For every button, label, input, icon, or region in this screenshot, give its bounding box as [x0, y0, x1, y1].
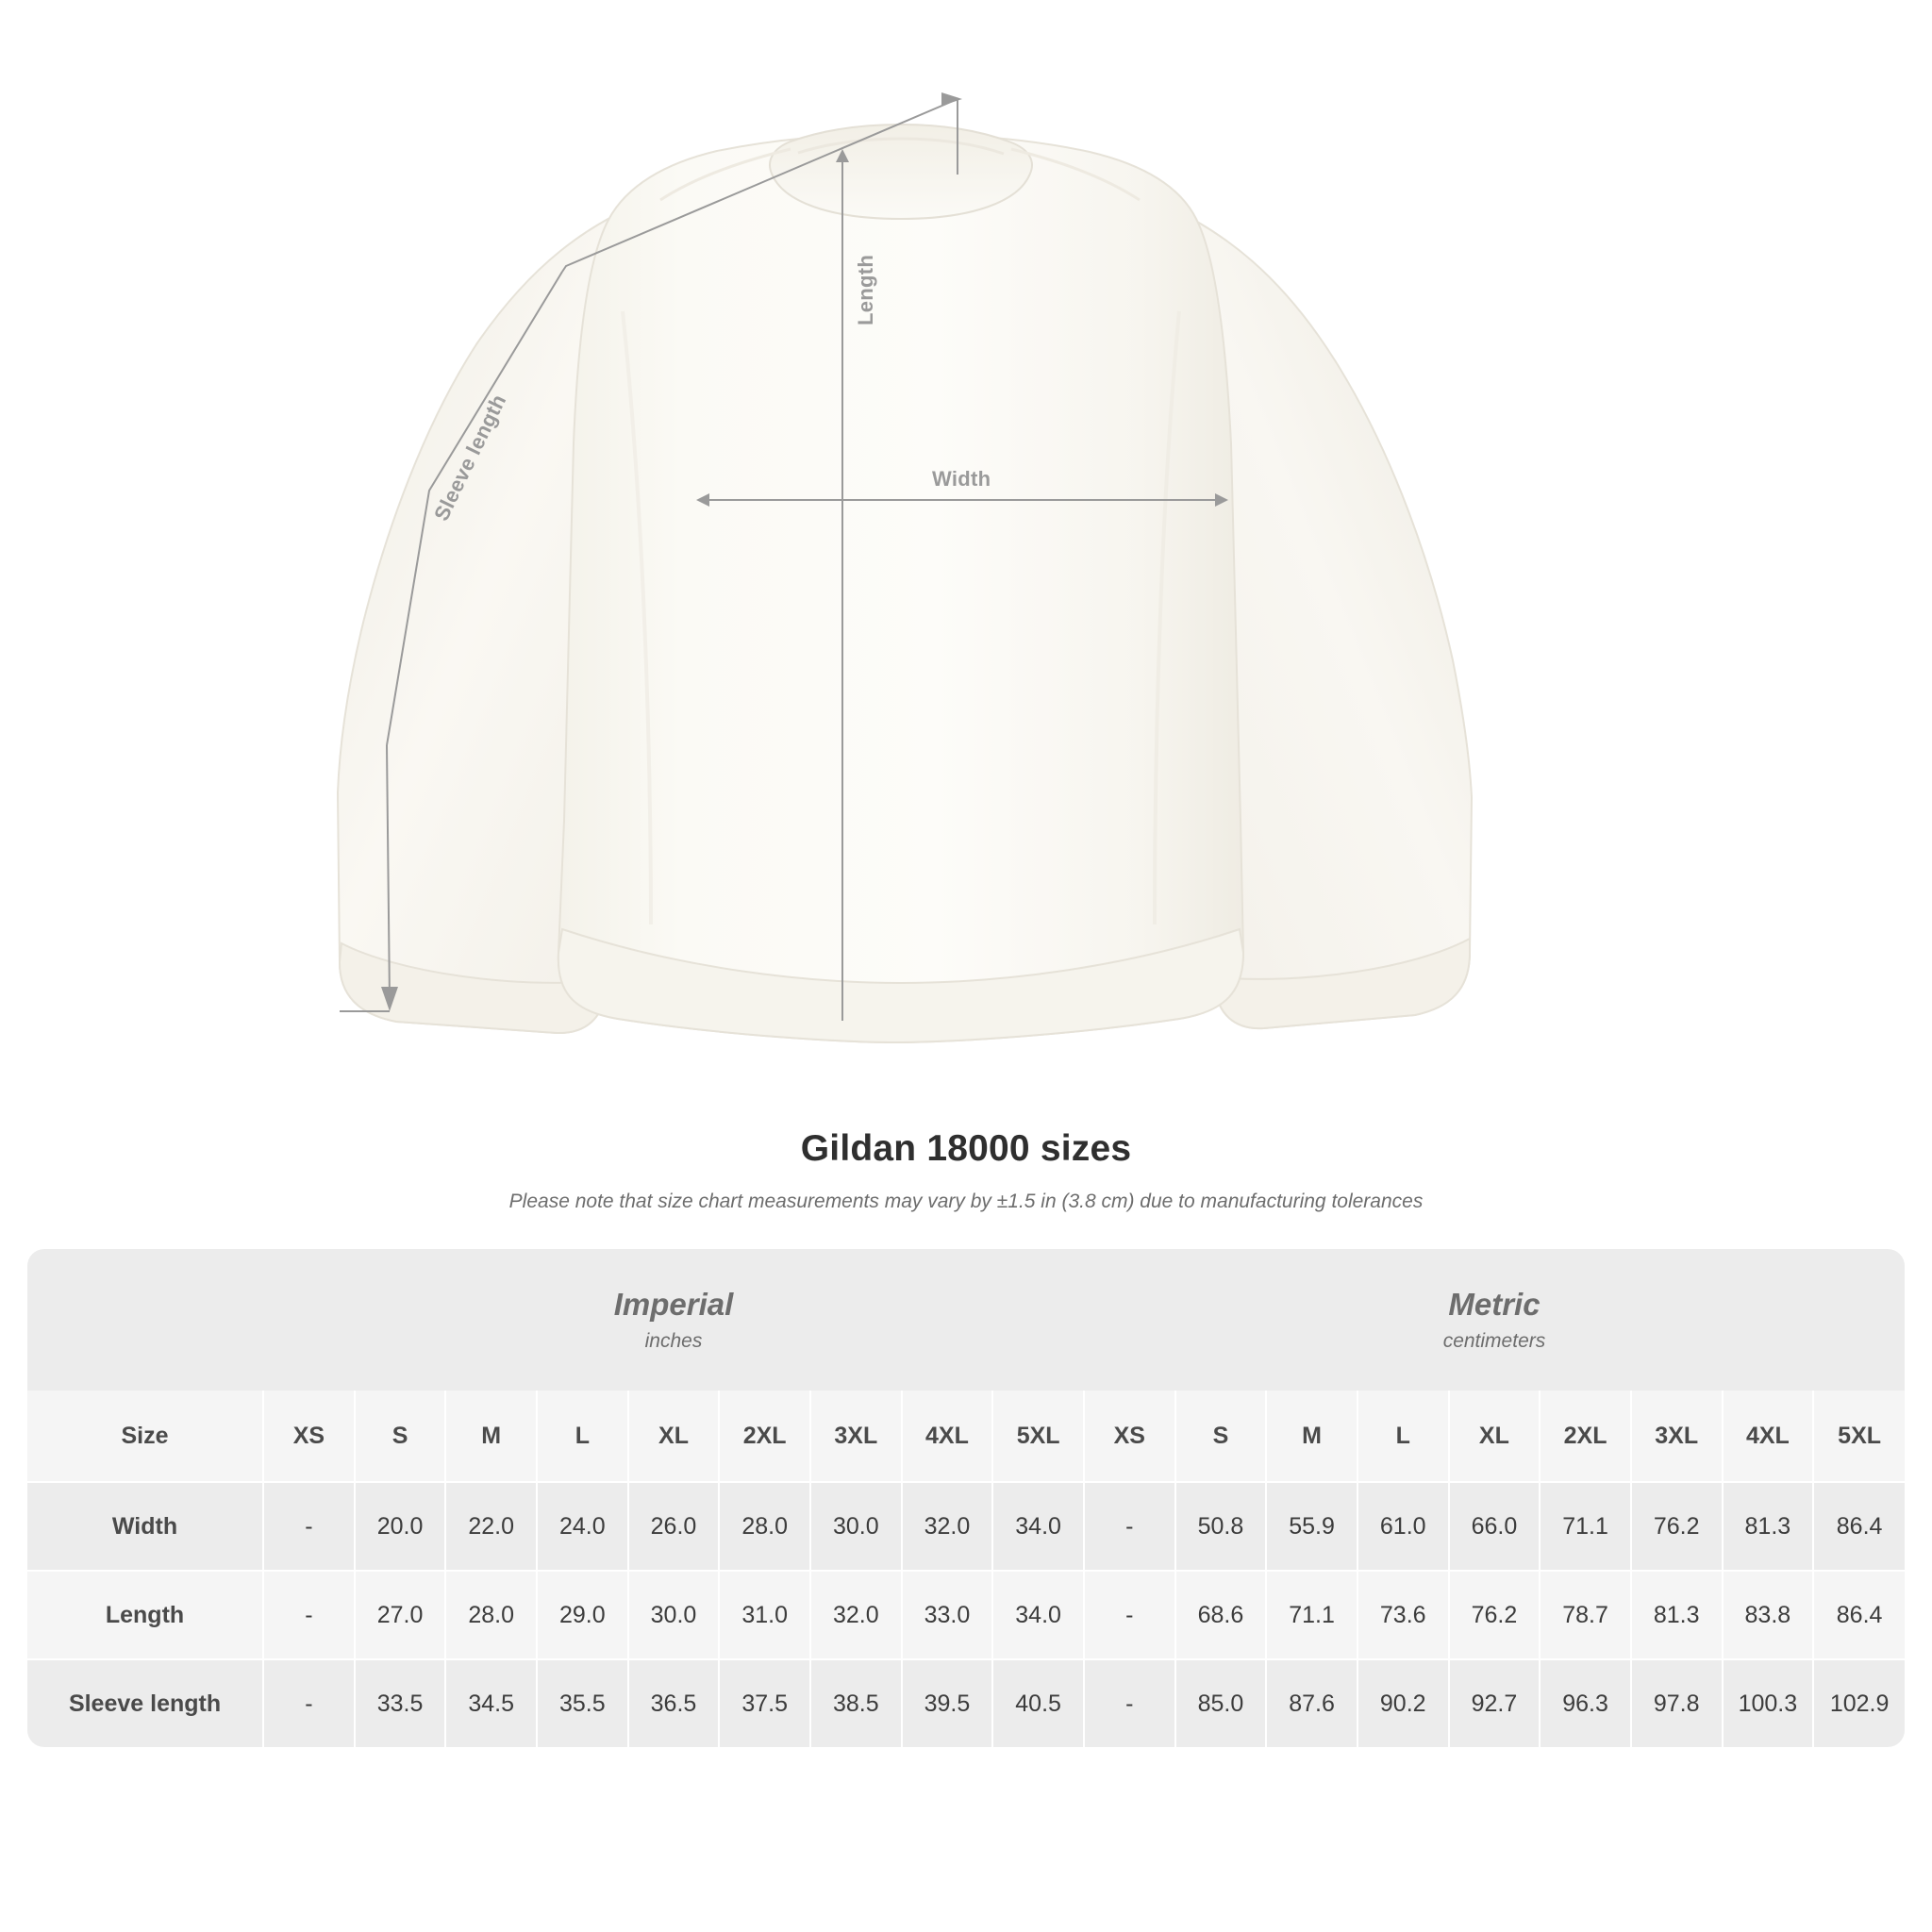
table-row [27, 1571, 1905, 1659]
table-cell: 71.1 [1266, 1571, 1357, 1659]
size-header-cell: L [537, 1391, 628, 1482]
table-cell: 20.0 [355, 1482, 446, 1571]
table-cell: 55.9 [1266, 1482, 1357, 1571]
table-cell: 30.0 [628, 1571, 720, 1659]
size-header-cell: 4XL [1723, 1391, 1814, 1482]
table-cell: 68.6 [1175, 1571, 1267, 1659]
table-cell: - [1084, 1482, 1175, 1571]
table-cell: 26.0 [628, 1482, 720, 1571]
table-cell: - [1084, 1571, 1175, 1659]
size-header-cell: 5XL [992, 1391, 1084, 1482]
size-header-cell: 5XL [1813, 1391, 1905, 1482]
table-cell: 71.1 [1540, 1482, 1631, 1571]
table-cell: 73.6 [1357, 1571, 1449, 1659]
unit-name-imperial: Imperial [613, 1287, 734, 1322]
size-header-cell: S [1175, 1391, 1267, 1482]
unit-header-row [27, 1249, 1905, 1391]
table-cell: 34.5 [445, 1659, 537, 1747]
size-header-cell: XS [1084, 1391, 1175, 1482]
table-cell: 102.9 [1813, 1659, 1905, 1747]
table-cell: 40.5 [992, 1659, 1084, 1747]
size-header-row [27, 1391, 1905, 1482]
table-cell: 33.5 [355, 1659, 446, 1747]
size-header-cell: S [355, 1391, 446, 1482]
table-cell: 85.0 [1175, 1659, 1267, 1747]
table-cell: 87.6 [1266, 1659, 1357, 1747]
table-cell: 76.2 [1631, 1482, 1723, 1571]
table-cell: 38.5 [810, 1659, 902, 1747]
unit-sub-imperial: inches [644, 1330, 703, 1352]
table-cell: 92.7 [1449, 1659, 1541, 1747]
size-header-cell: XS [263, 1391, 355, 1482]
table-cell: 28.0 [719, 1482, 810, 1571]
table-cell: - [263, 1482, 355, 1571]
size-header-cell: XL [1449, 1391, 1541, 1482]
table-cell: 34.0 [992, 1571, 1084, 1659]
size-header-cell: 2XL [719, 1391, 810, 1482]
sweatshirt-shape [338, 125, 1472, 1042]
table-cell: 35.5 [537, 1659, 628, 1747]
table-cell: 100.3 [1723, 1659, 1814, 1747]
size-table [27, 1249, 1905, 1747]
table-cell: 36.5 [628, 1659, 720, 1747]
size-header-cell: 3XL [810, 1391, 902, 1482]
table-cell: 76.2 [1449, 1571, 1541, 1659]
table-cell: - [1084, 1659, 1175, 1747]
size-header-cell: 2XL [1540, 1391, 1631, 1482]
table-cell: 83.8 [1723, 1571, 1814, 1659]
table-cell: 29.0 [537, 1571, 628, 1659]
row-label-length: Length [27, 1571, 263, 1659]
size-header-cell: 3XL [1631, 1391, 1723, 1482]
table-cell: 32.0 [902, 1482, 993, 1571]
row-label-sleeve-length: Sleeve length [27, 1659, 263, 1747]
tolerance-note: Please note that size chart measurements may vary by ±1.5 in (3.8 cm) due to manufacturing tolerances [508, 1191, 1424, 1212]
table-cell: 34.0 [992, 1482, 1084, 1571]
table-cell: 66.0 [1449, 1482, 1541, 1571]
size-header-cell: 4XL [902, 1391, 993, 1482]
size-table-wrapper [27, 1249, 1905, 1747]
unit-header-spacer [27, 1249, 263, 1391]
size-header-cell: M [1266, 1391, 1357, 1482]
table-cell: 37.5 [719, 1659, 810, 1747]
size-header-cell: M [445, 1391, 537, 1482]
table-cell: 78.7 [1540, 1571, 1631, 1659]
size-header-cell: L [1357, 1391, 1449, 1482]
table-cell: - [263, 1571, 355, 1659]
unit-header-metric [1084, 1249, 1905, 1391]
row-label-width: Width [27, 1482, 263, 1571]
table-cell: 81.3 [1631, 1571, 1723, 1659]
unit-name-metric: Metric [1448, 1287, 1541, 1322]
unit-header-imperial [263, 1249, 1084, 1391]
table-cell: 97.8 [1631, 1659, 1723, 1747]
table-cell: 33.0 [902, 1571, 993, 1659]
table-row [27, 1659, 1905, 1747]
chart-heading [0, 1128, 1932, 1213]
table-cell: - [263, 1659, 355, 1747]
table-cell: 39.5 [902, 1659, 993, 1747]
width-dimension-label: Width [932, 467, 991, 491]
table-cell: 31.0 [719, 1571, 810, 1659]
table-cell: 30.0 [810, 1482, 902, 1571]
table-row [27, 1482, 1905, 1571]
table-cell: 28.0 [445, 1571, 537, 1659]
table-cell: 50.8 [1175, 1482, 1267, 1571]
table-cell: 27.0 [355, 1571, 446, 1659]
length-dimension-label: Length [854, 254, 877, 325]
table-cell: 61.0 [1357, 1482, 1449, 1571]
table-cell: 96.3 [1540, 1659, 1631, 1747]
table-cell: 86.4 [1813, 1571, 1905, 1659]
table-cell: 86.4 [1813, 1482, 1905, 1571]
table-cell: 90.2 [1357, 1659, 1449, 1747]
table-cell: 81.3 [1723, 1482, 1814, 1571]
table-cell: 32.0 [810, 1571, 902, 1659]
unit-sub-metric: centimeters [1442, 1330, 1546, 1352]
size-header-label: Size [27, 1391, 263, 1482]
sleeve-length-dimension-label: Sleeve length [429, 391, 511, 525]
size-header-cell: XL [628, 1391, 720, 1482]
page-title: Gildan 18000 sizes [800, 1128, 1132, 1169]
table-cell: 22.0 [445, 1482, 537, 1571]
table-cell: 24.0 [537, 1482, 628, 1571]
